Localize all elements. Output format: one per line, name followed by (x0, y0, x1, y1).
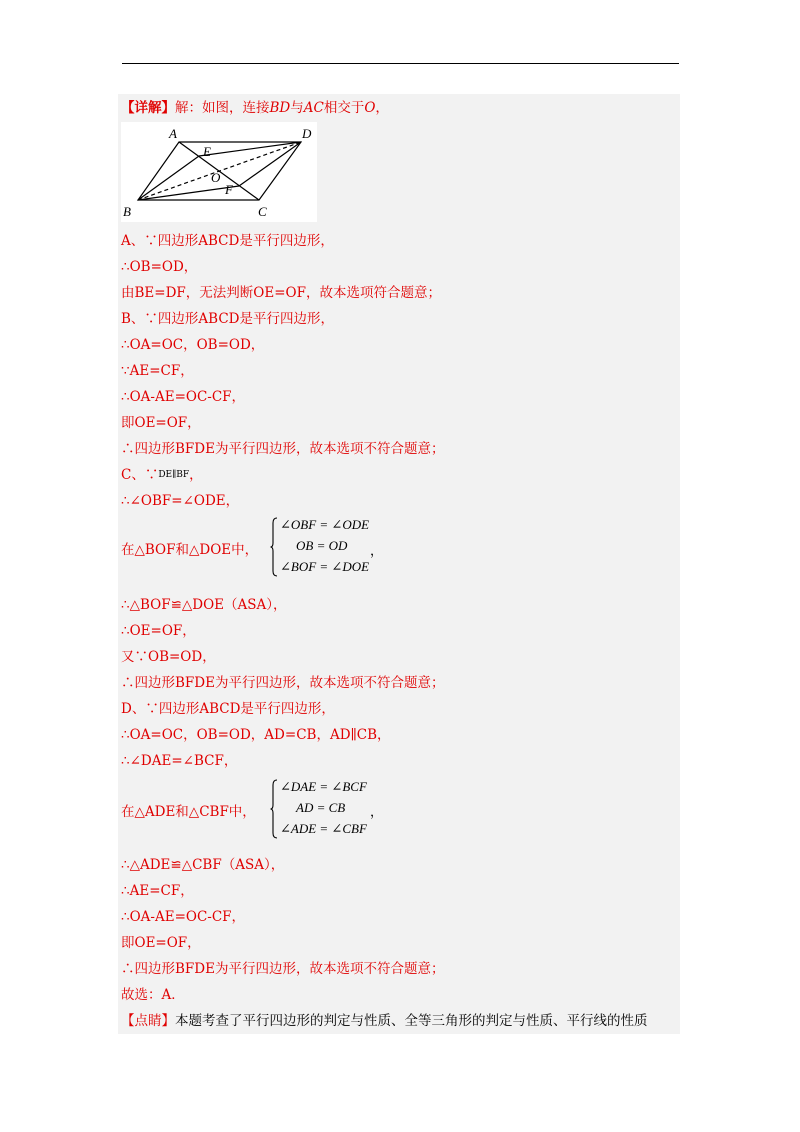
comment-line (121, 1012, 648, 1030)
intro-bd: BD (269, 100, 291, 116)
line-c2: ∴∠OBF=∠ODE， (121, 493, 240, 509)
line-b6: ∴四边形BFDE为平行四边形，故本选项不符合题意； (121, 441, 445, 457)
line-b1: B、∵四边形ABCD是平行四边形， (121, 311, 334, 327)
line-c3: 在△BOF和△DOE中， (121, 542, 259, 558)
label-o: O (211, 170, 221, 185)
label-d: D (302, 126, 312, 141)
system1-comma: ， (370, 544, 384, 559)
answer-line: 故选：A． (121, 987, 185, 1003)
parallelogram-diagram (121, 122, 317, 222)
parallelogram-figure (121, 122, 317, 222)
system1-row3: ∠BOF = ∠DOE (280, 559, 370, 574)
intro-o: O (364, 100, 376, 116)
line-b4: ∴OA-AE=OC-CF， (121, 389, 246, 405)
label-a: A (169, 126, 177, 141)
system2-row1: ∠DAE = ∠BCF (280, 779, 367, 794)
system1-row1: ∠OBF = ∠ODE (280, 517, 370, 532)
line-c6: 又∵OB=OD， (121, 649, 216, 665)
line-c1-formula: DE∥BF (158, 470, 190, 480)
line-d3: ∴∠DAE=∠BCF， (121, 753, 238, 769)
detail-tag: 【详解】 (121, 100, 175, 116)
line-c4: ∴△BOF≌△DOE（ASA）， (121, 597, 287, 613)
line-d6: ∴AE=CF， (121, 883, 194, 899)
equation-system-2 (270, 779, 380, 839)
line-c1-prefix: C、∵ (121, 467, 159, 483)
header-rule (122, 63, 679, 64)
line-b3: ∵AE=CF， (121, 363, 194, 379)
label-e: E (203, 144, 211, 159)
comment-text: 本题考查了平行四边形的判定与性质、全等三角形的判定与性质、平行线的性质 (175, 1013, 648, 1029)
line-a1: A、∵四边形ABCD是平行四边形， (121, 233, 334, 249)
system1-row2: OB = OD (296, 538, 348, 553)
system2-row3: ∠ADE = ∠CBF (280, 821, 367, 836)
line-d5: ∴△ADE≌△CBF（ASA）， (121, 857, 285, 873)
label-c: C (258, 204, 267, 219)
line-b2: ∴OA=OC，OB=OD， (121, 337, 265, 353)
intro-text: 解：如图，连接 (175, 100, 270, 116)
line-d8: 即OE=OF， (121, 935, 201, 951)
line-d7: ∴OA-AE=OC-CF， (121, 909, 246, 925)
intro-line (121, 99, 389, 117)
intro-and: 与 (290, 100, 304, 116)
equation-system-1 (270, 517, 380, 577)
comment-tag: 【点睛】 (121, 1013, 175, 1029)
system2-row2: AD = CB (296, 800, 346, 815)
label-b: B (123, 204, 131, 219)
line-d2: ∴OA=OC，OB=OD，AD=CB，AD∥CB， (121, 727, 391, 743)
line-a2: ∴OB=OD， (121, 259, 198, 275)
system2-comma: ， (370, 805, 384, 820)
intro-intersect: 相交于 (323, 100, 365, 116)
intro-ac: AC (303, 100, 324, 116)
line-a3: 由BE=DF，无法判断OE=OF，故本选项符合题意； (121, 285, 441, 301)
segment-ed (199, 142, 301, 156)
intro-end: ， (375, 100, 389, 116)
line-d9: ∴四边形BFDE为平行四边形，故本选项不符合题意； (121, 961, 445, 977)
segment-bf (138, 186, 239, 200)
line-c7: ∴四边形BFDE为平行四边形，故本选项不符合题意； (121, 675, 445, 691)
line-d4: 在△ADE和△CBF中， (121, 804, 256, 820)
line-c1 (121, 466, 203, 484)
line-d1: D、∵四边形ABCD是平行四边形， (121, 701, 335, 717)
line-c5: ∴OE=OF， (121, 623, 196, 639)
left-brace-icon (270, 517, 278, 577)
line-c1-suffix: ， (189, 467, 203, 483)
line-b5: 即OE=OF， (121, 415, 201, 431)
segment-fd (239, 142, 301, 186)
label-f: F (225, 182, 233, 197)
left-brace-icon (270, 779, 278, 839)
